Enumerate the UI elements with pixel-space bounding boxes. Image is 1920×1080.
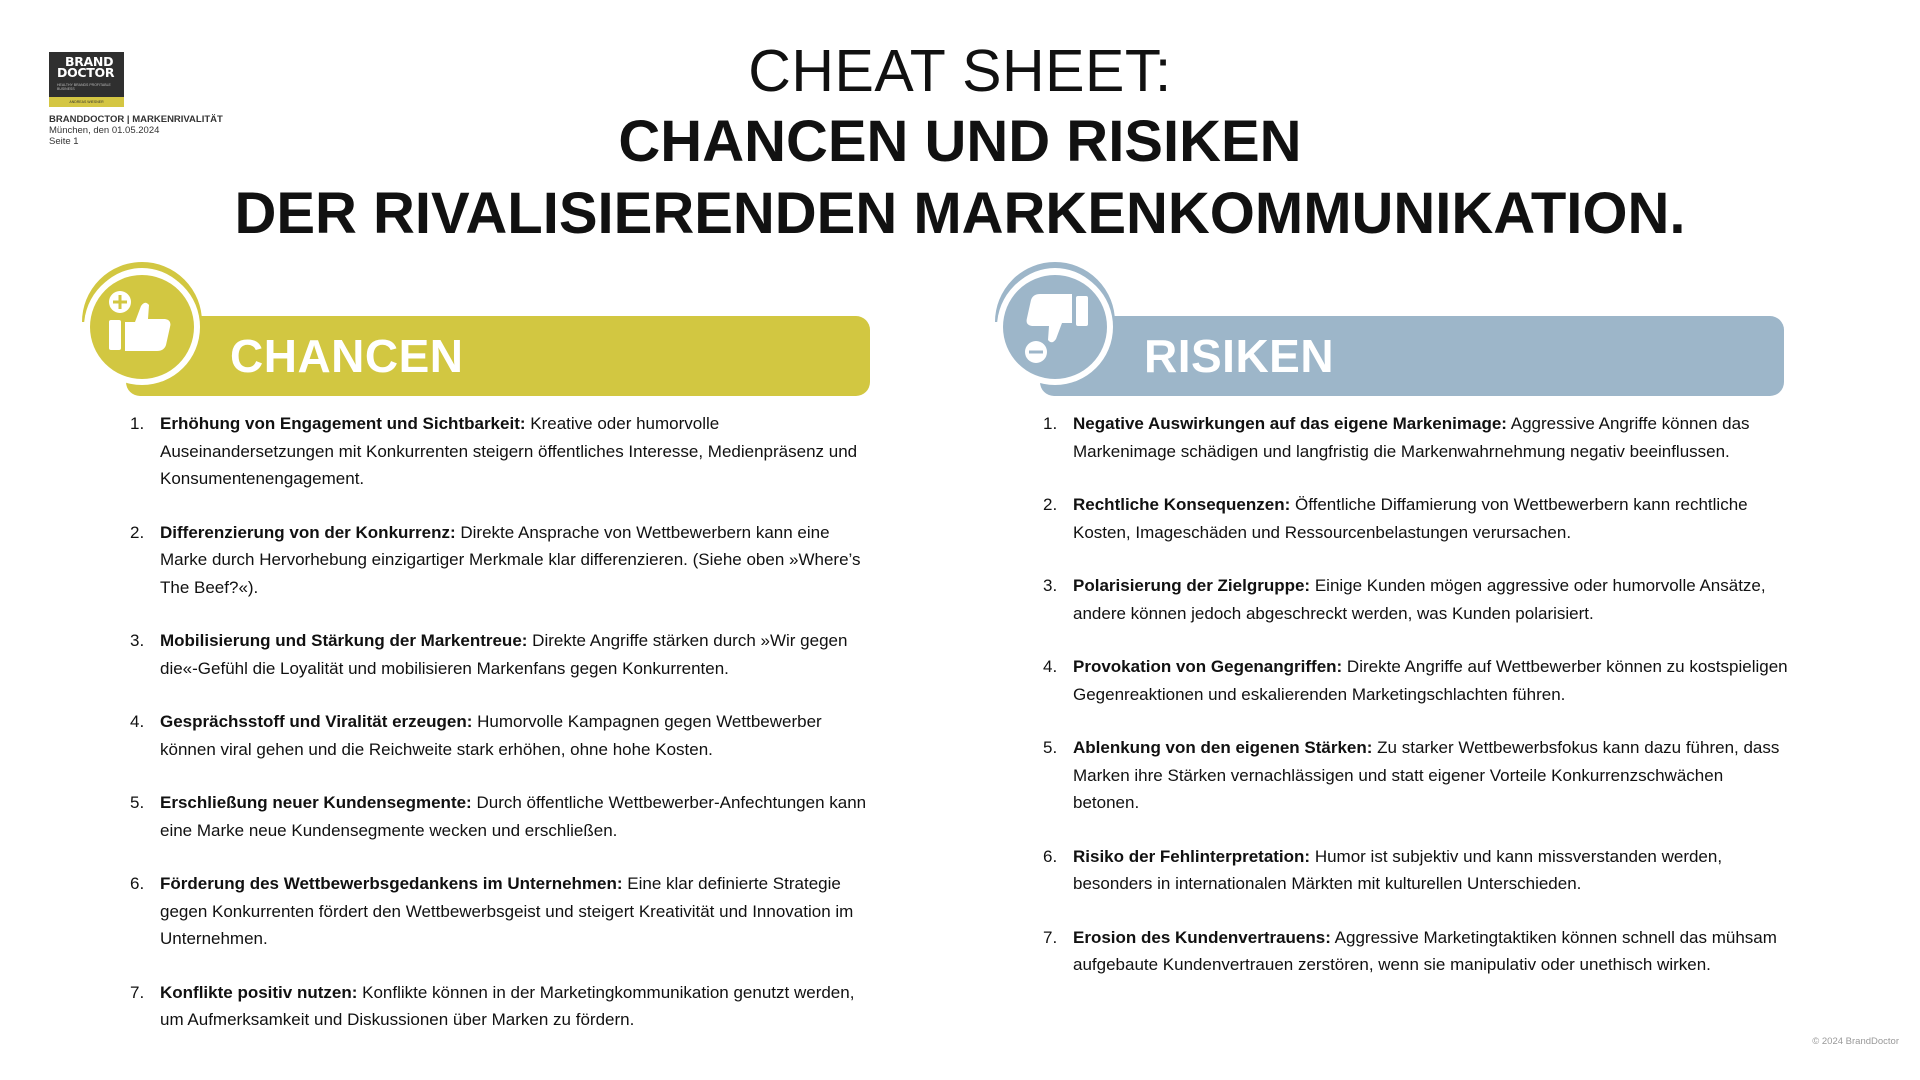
risiken-item <box>1041 572 1791 627</box>
meta-place-date: München, den 01.05.2024 <box>49 125 160 136</box>
risiken-item <box>1041 491 1791 546</box>
item-heading: Negative Auswirkungen auf das eigene Markenimage: <box>1073 414 1507 433</box>
item-heading: Provokation von Gegenangriffen: <box>1073 657 1343 676</box>
logo-bar-text: ANDREAS WIESNER <box>69 100 104 104</box>
item-number: 3. <box>1043 576 1058 595</box>
item-heading: Mobilisierung und Stärkung der Markentreue: <box>160 631 528 650</box>
item-number: 5. <box>1043 738 1058 757</box>
item-number: 5. <box>130 793 145 812</box>
chancen-item <box>128 519 868 602</box>
item-text: Zu starker Wettbewerbsfokus kann dazu führen, dass Marken ihre Stärken vernachlässigen und statt eigener Vorteile Konkurrenzschwächen betonen. <box>1073 738 1780 812</box>
item-heading: Konflikte positiv nutzen: <box>160 982 358 1002</box>
item-text: Durch öffentliche Wettbewerber-Anfechtungen kann eine Marke neue Kundensegmente wecken und erschließen. <box>160 793 867 840</box>
chancen-item <box>128 979 868 1034</box>
item-text: Öffentliche Diffamierung von Wettbewerbern kann rechtliche Kosten, Imageschäden und Ressourcenbelastungen verursachen. <box>1073 495 1748 542</box>
item-text: Aggressive Marketingtaktiken können schnell das mühsam aufgebaute Kundenvertrauen zerstören, wenn sie manipulativ oder unethisch wirken. <box>1073 927 1777 974</box>
risiken-label: RISIKEN <box>1144 330 1335 382</box>
meta-brand-topic: BRANDDOCTOR | MARKENRIVALITÄT <box>49 114 223 125</box>
chancen-item <box>128 708 868 763</box>
item-number: 4. <box>1043 657 1058 676</box>
meta-page-number: Seite 1 <box>49 136 79 147</box>
item-heading: Förderung des Wettbewerbsgedankens im Unternehmen: <box>160 874 623 893</box>
title-line-2: CHANCEN UND RISIKEN <box>618 109 1302 174</box>
item-heading: Polarisierung der Zielgruppe: <box>1073 576 1311 595</box>
item-text: Direkte Angriffe stärken durch »Wir gegen die«-Gefühl die Loyalität und mobilisieren Markenfans gegen Konkurrenten. <box>160 631 848 678</box>
item-number: 1. <box>1043 414 1058 433</box>
item-text: Humorvolle Kampagnen gegen Wettbewerber können viral gehen und die Reichweite stark erhöhen, ohne hohe Kosten. <box>160 712 822 759</box>
thumbs-up-plus-icon <box>75 256 209 390</box>
chancen-label: CHANCEN <box>230 330 464 382</box>
chancen-header-band <box>126 316 870 396</box>
risiken-header-band <box>1040 316 1784 396</box>
item-heading: Ablenkung von den eigenen Stärken: <box>1073 738 1373 757</box>
chancen-item <box>128 410 868 493</box>
item-number: 6. <box>1043 846 1058 866</box>
item-text: Einige Kunden mögen aggressive oder humorvolle Ansätze, andere können jedoch abgeschreckt werden, was Kunden polarisiert. <box>1073 576 1766 623</box>
item-number: 3. <box>130 631 145 650</box>
item-heading: Rechtliche Konsequenzen: <box>1073 495 1291 514</box>
item-number: 4. <box>130 712 145 731</box>
item-heading: Gesprächsstoff und Viralität erzeugen: <box>160 712 473 731</box>
title-line-3: DER RIVALISIERENDEN MARKENKOMMUNIKATION. <box>234 181 1686 246</box>
logo-text-doctor: DOCTOR <box>57 65 115 80</box>
item-text: Direkte Ansprache von Wettbewerbern kann eine Marke durch Hervorhebung einzigartiger Merkmale klar differenzieren. (Siehe oben »Where’s The Beef?«). <box>160 522 861 597</box>
item-text: Aggressive Angriffe können das Markenimage schädigen und langfristig die Markenwahrnehmung negativ beeinflussen. <box>1073 414 1750 461</box>
item-text: Direkte Angriffe auf Wettbewerber können zu kostspieligen Gegenreaktionen und eskalierenden Marketingschlachten führen. <box>1073 657 1788 704</box>
risiken-item <box>1041 924 1791 979</box>
chancen-list <box>128 410 868 1060</box>
risiken-item <box>1041 734 1791 817</box>
item-heading: Erschließung neuer Kundensegmente: <box>160 793 472 812</box>
risiken-item <box>1041 653 1791 708</box>
title-line-1: CHEAT SHEET: <box>748 38 1172 104</box>
thumbs-down-minus-icon <box>988 256 1122 390</box>
item-number: 7. <box>130 982 145 1002</box>
item-text: Kreative oder humorvolle Auseinandersetzungen mit Konkurrenten steigern öffentliches Interesse, Medienpräsenz und Konsumentenengagement. <box>160 414 858 488</box>
item-heading: Erosion des Kundenvertrauens: <box>1073 927 1331 947</box>
chancen-item <box>128 789 868 844</box>
item-number: 6. <box>130 874 145 893</box>
chancen-item <box>128 870 868 953</box>
chancen-item <box>128 627 868 682</box>
risiken-list <box>1041 410 1791 1005</box>
logo-tagline: HEALTHY BRANDS PROFITABLE BUSINESS <box>57 83 111 91</box>
item-text: Konflikte können in der Marketingkommunikation genutzt werden, um Aufmerksamkeit und Diskussionen über Marken zu fördern. <box>160 982 855 1029</box>
risiken-item <box>1041 843 1791 898</box>
item-number: 1. <box>130 414 145 433</box>
item-number: 2. <box>1043 495 1058 514</box>
item-text: Eine klar definierte Strategie gegen Konkurrenten fördert den Wettbewerbsgeist und steigert Kreativität und Innovation im Unternehmen. <box>160 874 854 948</box>
item-number: 7. <box>1043 927 1058 947</box>
logo-text-brand: BRAND <box>65 54 114 69</box>
item-heading: Risiko der Fehlinterpretation: <box>1073 846 1311 866</box>
copyright-notice: © 2024 BrandDoctor <box>1812 1036 1899 1047</box>
item-text: Humor ist subjektiv und kann missverstanden werden, besonders in internationalen Märkten mit kulturellen Unterschieden. <box>1073 846 1723 893</box>
item-heading: Differenzierung von der Konkurrenz: <box>160 522 456 542</box>
item-heading: Erhöhung von Engagement und Sichtbarkeit: <box>160 414 526 433</box>
item-number: 2. <box>130 522 145 542</box>
risiken-item <box>1041 410 1791 465</box>
